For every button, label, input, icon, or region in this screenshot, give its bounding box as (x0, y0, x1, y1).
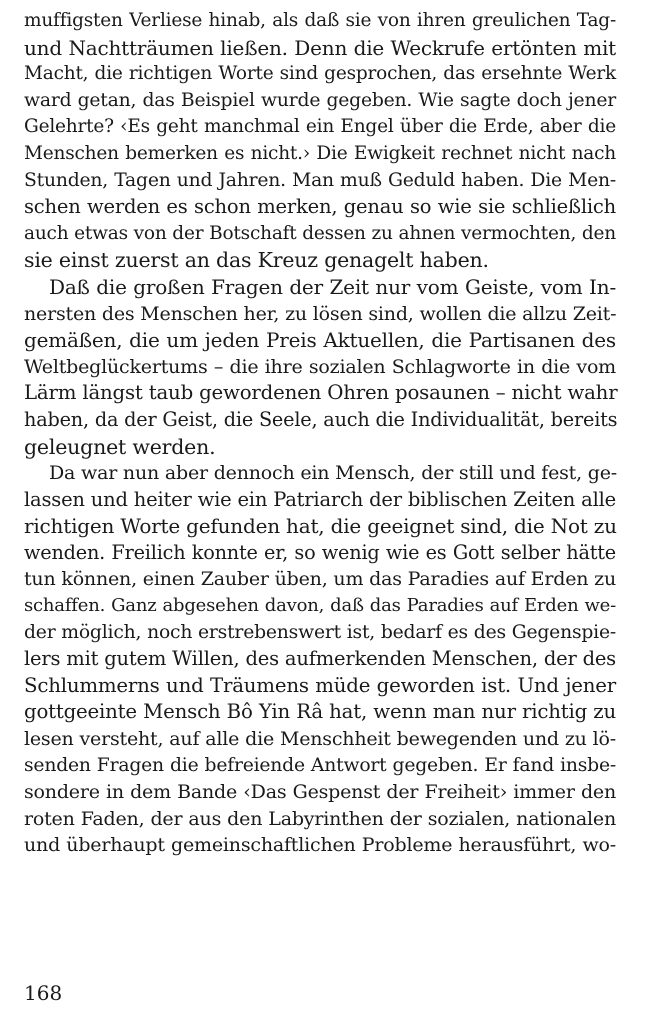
text-line: wenden. Freilich konnte er, so wenig wie es Gott selber hätte (24, 540, 616, 564)
text-line: tun können, einen Zauber üben, um das Paradies auf Erden zu (24, 568, 616, 591)
text-line: Weltbeglückertums – die ihre sozialen Schlagworte in die vom (24, 355, 616, 378)
text-line: und Nachtträumen ließen. Denn die Weckrufe ertönten mit (24, 35, 616, 60)
text-line: Stunden, Tagen und Jahren. Man muß Geduld haben. Die Men- (24, 169, 616, 191)
text-line: senden Fragen die befreiende Antwort gegeben. Er fand insbe- (24, 754, 616, 776)
paragraph-start-line: Da war nun aber dennoch ein Mensch, der still und fest, ge- (49, 462, 618, 485)
text-line: und überhaupt gemeinschaftlichen Probleme herausführt, wo- (24, 834, 616, 857)
text-line: muffigsten Verliese hinab, als daß sie von ihren greulichen Tag- (24, 10, 616, 31)
text-line: Gelehrte? ‹Es geht manchmal ein Engel über die Erde, aber die (24, 116, 616, 138)
book-page-text (24, 8, 616, 859)
text-line: gottgeeinte Mensch Bô Yin Râ hat, wenn man nur richtig zu (24, 700, 616, 724)
text-line: lassen und heiter wie ein Patriarch der biblischen Zeiten alle (24, 487, 616, 511)
text-line: haben, da der Geist, die Seele, auch die Individualität, bereits (24, 407, 618, 431)
text-line: Macht, die richtigen Worte sind gesprochen, das ersehnte Werk (24, 63, 616, 85)
text-line: geleugnet werden. (24, 434, 216, 459)
text-line: richtigen Worte gefunden hat, die geeignet sind, die Not zu (24, 514, 617, 539)
text-line: sie einst zuerst an das Kreuz genagelt haben. (24, 248, 489, 273)
text-line: lesen versteht, auf alle die Menschheit bewegenden und zu lö- (24, 728, 616, 751)
text-line: schen werden es schon merken, genau so wie sie schließlich (24, 195, 616, 219)
text-line: roten Faden, der aus den Labyrinthen der sozialen, nationalen (24, 807, 616, 830)
text-line: ward getan, das Beispiel wurde gegeben. Wie sagte doch jener (24, 89, 616, 111)
text-line: Lärm längst taub gewordenen Ohren posaunen – nicht wahr (24, 381, 618, 405)
text-line: der möglich, noch erstrebenswert ist, bedarf es des Gegenspie- (24, 621, 616, 643)
paragraph-start-line: Daß die großen Fragen der Zeit nur vom Geiste, vom In- (49, 274, 616, 299)
text-line: nersten des Menschen her, zu lösen sind, wollen die allzu Zeit- (24, 302, 617, 325)
text-line: schaffen. Ganz abgesehen davon, daß das Paradies auf Erden we- (24, 595, 616, 617)
text-line: sondere in dem Bande ‹Das Gespenst der Freiheit› immer den (24, 781, 616, 804)
text-line: lers mit gutem Willen, des aufmerkenden Menschen, der des (24, 647, 616, 671)
text-line: gemäßen, die um jeden Preis Aktuellen, die Partisanen des (24, 328, 616, 353)
page-number: 168 (24, 981, 63, 1005)
text-line: Menschen bemerken es nicht.› Die Ewigkeit rechnet nicht nach (24, 142, 616, 164)
text-line: auch etwas von der Botschaft dessen zu ahnen vermochten, den (24, 222, 616, 244)
text-line: Schlummerns und Träumens müde geworden ist. Und jener (24, 673, 616, 697)
